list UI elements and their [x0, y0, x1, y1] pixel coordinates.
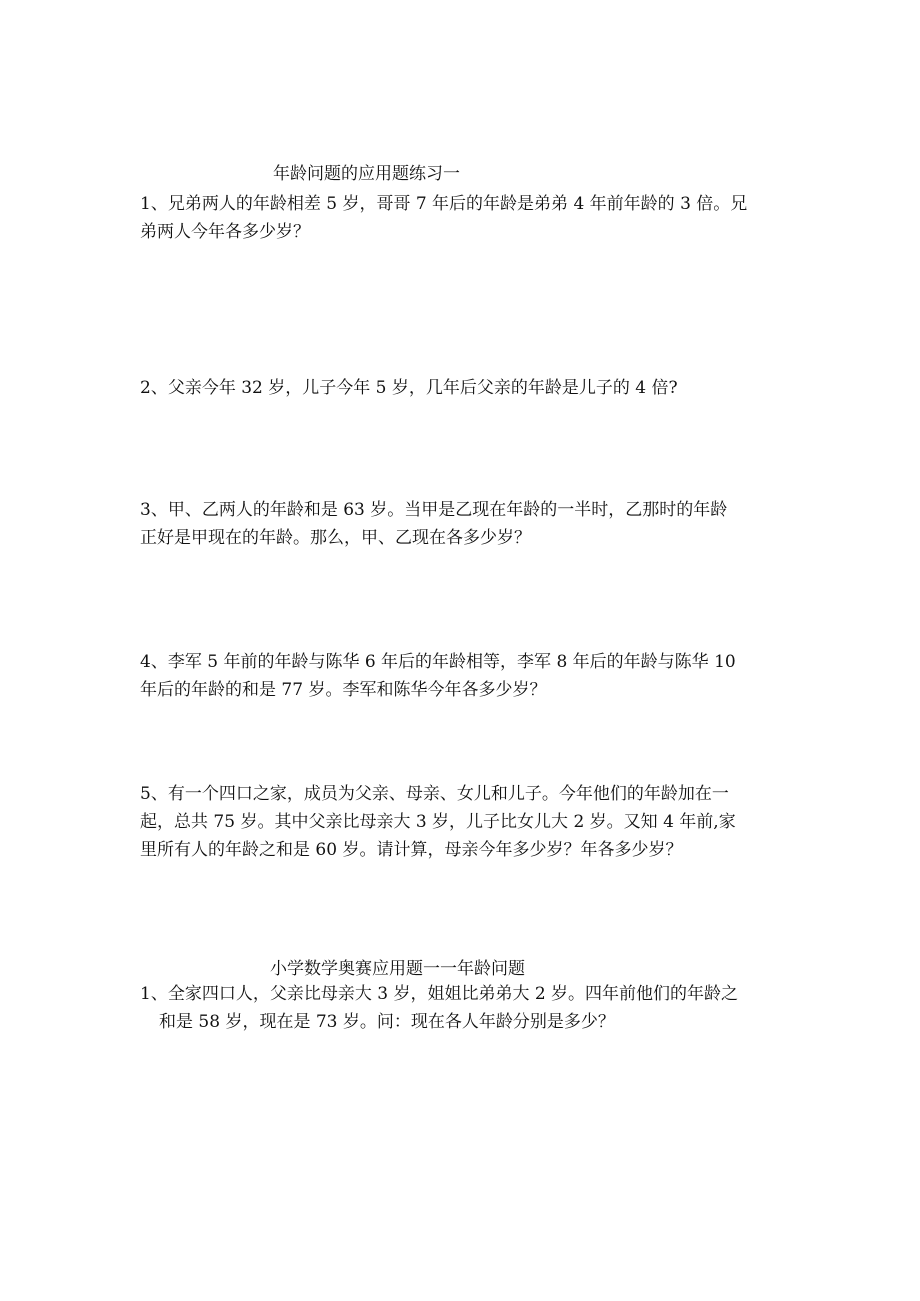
section1-title: 年龄问题的应用题练习一 [273, 164, 460, 184]
section2-title: 小学数学奥赛应用题一一年龄问题 [270, 959, 525, 979]
question-line: 5、有一个四口之家，成员为父亲、母亲、女儿和儿子。今年他们的年龄加在一 [140, 784, 729, 804]
question-line: 年后的年龄的和是 77 岁。李军和陈华今年各多少岁？ [140, 680, 547, 700]
question-4 [140, 648, 790, 704]
question-line: 2、父亲今年 32 岁，儿子今年 5 岁，几年后父亲的年龄是儿子的 4 倍? [140, 378, 678, 398]
question-3 [140, 496, 790, 552]
question-2 [140, 374, 790, 402]
question-line: 起，总共 75 岁。其中父亲比母亲大 3 岁，儿子比女儿大 2 岁。又知 4 年前,家 [140, 812, 736, 832]
question-line: 弟两人今年各多少岁？ [140, 222, 310, 242]
question-line: 里所有人的年龄之和是 60 岁。请计算，母亲今年多少岁？年各多少岁？ [140, 840, 683, 860]
question-line: 正好是甲现在的年龄。那么，甲、乙现在各多少岁？ [140, 528, 531, 548]
question-s2-1 [140, 980, 790, 1036]
question-1 [140, 190, 790, 246]
question-line: 3、甲、乙两人的年龄和是 63 岁。当甲是乙现在年龄的一半时，乙那时的年龄 [140, 500, 728, 520]
question-line: 4、李军 5 年前的年龄与陈华 6 年后的年龄相等，李军 8 年后的年龄与陈华 10 [140, 652, 736, 672]
question-5 [140, 780, 790, 864]
question-line: 1、全家四口人，父亲比母亲大 3 岁，姐姐比弟弟大 2 岁。四年前他们的年龄之 [140, 984, 739, 1004]
question-line: 1、兄弟两人的年龄相差 5 岁，哥哥 7 年后的年龄是弟弟 4 年前年龄的 3 倍。兄 [140, 194, 748, 214]
question-line: 和是 58 岁，现在是 73 岁。问：现在各人年龄分别是多少？ [159, 1012, 615, 1032]
